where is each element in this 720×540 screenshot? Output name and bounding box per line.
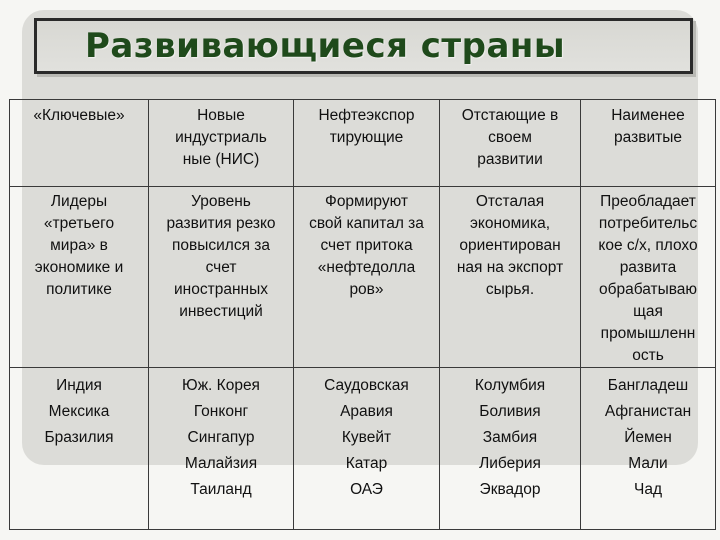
- examples-line: Эквадор: [479, 481, 541, 498]
- description-cell-0: [10, 187, 149, 368]
- examples-line: Саудовская: [324, 377, 409, 394]
- examples-line: Либерия: [479, 455, 541, 472]
- header-line: тирующие: [329, 129, 404, 146]
- description-line: ориентирован: [459, 237, 561, 254]
- description-line: сырья.: [485, 281, 535, 298]
- description-line: щая: [633, 303, 663, 320]
- header-line: Отстающие в: [461, 107, 559, 124]
- description-line: экономике и: [34, 259, 124, 276]
- examples-line: Замбия: [482, 429, 538, 446]
- description-line: иностранных: [174, 281, 268, 298]
- examples-line: Гонконг: [193, 403, 249, 420]
- description-line: ров»: [349, 281, 384, 298]
- header-line: развитии: [477, 151, 543, 168]
- examples-line: Малайзия: [184, 455, 258, 472]
- description-line: Отсталая: [475, 193, 545, 210]
- title-box: [34, 18, 693, 74]
- examples-line: Йемен: [624, 429, 672, 446]
- examples-cell-3: [440, 368, 581, 530]
- header-line: развитые: [614, 129, 682, 146]
- description-cell-1: [149, 187, 294, 368]
- description-line: свой капитал за: [309, 215, 424, 232]
- description-line: потребительс: [598, 215, 698, 232]
- description-line: счет притока: [320, 237, 413, 254]
- examples-cell-1: [149, 368, 294, 530]
- description-line: Формируют: [325, 193, 408, 210]
- examples-line: Колумбия: [474, 377, 546, 394]
- examples-line: Индия: [56, 377, 102, 394]
- description-line: экономика,: [469, 215, 551, 232]
- description-line: кое с/х, плохо: [598, 237, 698, 254]
- header-cell-3: [440, 100, 581, 187]
- examples-line: Бангладеш: [607, 377, 689, 394]
- description-line: инвестиций: [179, 303, 263, 320]
- description-line: счет: [205, 259, 237, 276]
- header-line: Наименее: [611, 107, 685, 124]
- examples-line: Сингапур: [187, 429, 255, 446]
- description-line: обрабатываю: [598, 281, 698, 298]
- header-row: [10, 100, 716, 187]
- examples-cell-4: [581, 368, 716, 530]
- header-line: своем: [488, 129, 532, 146]
- description-line: «нефтедолла: [317, 259, 416, 276]
- examples-line: Юж. Корея: [182, 377, 260, 394]
- description-line: политике: [46, 281, 112, 298]
- header-cell-4: [581, 100, 716, 187]
- description-line: мира» в: [50, 237, 108, 254]
- examples-line: Чад: [634, 481, 662, 498]
- description-line: повысился за: [171, 237, 271, 254]
- header-line: индустриаль: [175, 129, 267, 146]
- examples-line: ОАЭ: [350, 481, 383, 498]
- description-line: развития резко: [166, 215, 276, 232]
- description-cell-4: [581, 187, 716, 368]
- description-line: развита: [619, 259, 677, 276]
- examples-cell-2: [294, 368, 440, 530]
- header-line: ные (НИС): [182, 151, 260, 168]
- examples-line: Боливия: [479, 403, 541, 420]
- description-line: промышленн: [600, 325, 696, 342]
- examples-line: Аравия: [340, 403, 393, 420]
- page-title: Развивающиеся страны: [85, 26, 566, 66]
- examples-cell-0: [10, 368, 149, 530]
- examples-line: Мали: [628, 455, 668, 472]
- examples-line: Таиланд: [190, 481, 252, 498]
- description-cell-2: [294, 187, 440, 368]
- description-row: [10, 187, 716, 368]
- description-line: ная на экспорт: [456, 259, 564, 276]
- header-line: Новые: [197, 107, 245, 124]
- countries-table: [9, 99, 716, 530]
- examples-line: Афганистан: [604, 403, 692, 420]
- description-line: Лидеры: [50, 193, 108, 210]
- examples-line: Кувейт: [341, 429, 392, 446]
- header-line: Нефтеэкспор: [318, 107, 415, 124]
- examples-row: [10, 368, 716, 530]
- header-cell-1: [149, 100, 294, 187]
- examples-line: Мексика: [48, 403, 110, 420]
- header-cell-2: [294, 100, 440, 187]
- examples-line: Бразилия: [44, 429, 114, 446]
- description-line: «третьего: [43, 215, 115, 232]
- description-line: Преобладает: [600, 193, 696, 210]
- description-line: ость: [632, 347, 664, 364]
- description-cell-3: [440, 187, 581, 368]
- header-line: «Ключевые»: [33, 107, 125, 124]
- header-cell-0: [10, 100, 149, 187]
- examples-line: Катар: [345, 455, 388, 472]
- description-line: Уровень: [191, 193, 251, 210]
